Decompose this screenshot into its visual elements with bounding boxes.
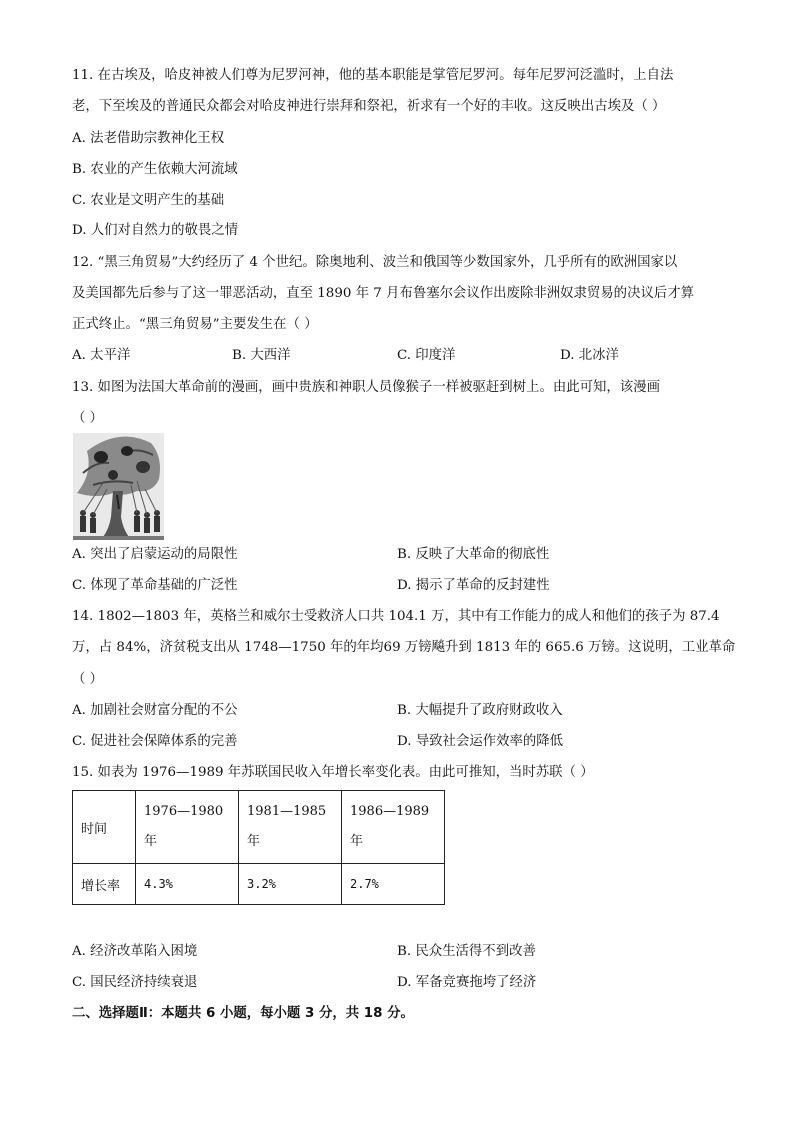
q12-option-b: B. 大西洋 xyxy=(232,348,291,363)
table-cell: 4.3% xyxy=(136,864,239,905)
q13-option-b: B. 反映了大革命的彻底性 xyxy=(397,547,550,562)
table-header-cell: 时间 xyxy=(73,791,136,864)
q14-line2: 万，占 84%，济贫税支出从 1748—1750 年的年均69 万镑飚升到 1813 年的 665.6 万镑。这说明，工业革命 xyxy=(72,640,736,655)
q12-line1: 12. “黑三角贸易”大约经历了 4 个世纪。除奥地利、波兰和俄国等少数国家外，几乎所有的欧洲国家以 xyxy=(72,255,678,270)
table-header-cell xyxy=(136,791,239,864)
q14-option-b: B. 大幅提升了政府财政收入 xyxy=(397,703,563,718)
period-suffix: 年 xyxy=(144,834,158,849)
q12-option-a: A. 太平洋 xyxy=(72,348,131,363)
period-label: 1986—1989 xyxy=(350,804,430,819)
table-row xyxy=(73,864,445,905)
q13-option-c: C. 体现了革命基础的广泛性 xyxy=(72,578,238,593)
q14-option-a: A. 加剧社会财富分配的不公 xyxy=(72,703,238,718)
table-row-label: 增长率 xyxy=(73,864,136,905)
q12-line3: 正式终止。“黑三角贸易”主要发生在（ ） xyxy=(72,317,318,332)
q11-option-a: A. 法老借助宗教神化王权 xyxy=(72,131,225,146)
q13-option-d: D. 揭示了革命的反封建性 xyxy=(397,578,550,593)
table-cell: 3.2% xyxy=(239,864,342,905)
q14-option-d: D. 导致社会运作效率的降低 xyxy=(397,734,564,749)
q12-line2: 及美国都先后参与了这一罪恶活动，直至 1890 年 7 月布鲁塞尔会议作出废除非洲奴隶贸易的决议后才算 xyxy=(72,286,695,301)
q14-line1: 14. 1802—1803 年，英格兰和威尔士受救济人口共 104.1 万，其中有工作能力的成人和他们的孩子为 87.4 xyxy=(72,609,720,624)
q12-option-d: D. 北冰洋 xyxy=(560,348,619,363)
q12-option-c: C. 印度洋 xyxy=(397,348,456,363)
period-label: 1976—1980 xyxy=(144,804,224,819)
table-cell: 2.7% xyxy=(342,864,445,905)
revolution-cartoon-image xyxy=(73,433,164,540)
growth-rate-table xyxy=(72,790,445,905)
q15-option-c: C. 国民经济持续衰退 xyxy=(72,975,198,990)
q13-option-a: A. 突出了启蒙运动的局限性 xyxy=(72,547,238,562)
table-header-cell xyxy=(239,791,342,864)
q15-line1: 15. 如表为 1976—1989 年苏联国民收入年增长率变化表。由此可推知，当时苏联（ ） xyxy=(72,765,594,780)
table-header-row xyxy=(73,791,445,864)
q13-line2: （ ） xyxy=(72,411,104,426)
q11-line1: 11. 在古埃及，哈皮神被人们尊为尼罗河神，他的基本职能是掌管尼罗河。每年尼罗河泛滥时，上自法 xyxy=(72,68,674,83)
q14-option-c: C. 促进社会保障体系的完善 xyxy=(72,734,238,749)
q11-option-b: B. 农业的产生依赖大河流域 xyxy=(72,162,238,177)
q11-option-d: D. 人们对自然力的敬畏之情 xyxy=(72,223,239,238)
q11-option-c: C. 农业是文明产生的基础 xyxy=(72,193,225,208)
q13-line1: 13. 如图为法国大革命前的漫画，画中贵族和神职人员像猴子一样被驱赶到树上。由此可知，该漫画 xyxy=(72,380,660,395)
q15-option-a: A. 经济改革陷入困境 xyxy=(72,944,198,959)
section-heading: 二、选择题Ⅱ：本题共 6 小题，每小题 3 分，共 18 分。 xyxy=(72,1006,414,1021)
q15-option-b: B. 民众生活得不到改善 xyxy=(397,944,536,959)
period-suffix: 年 xyxy=(350,834,364,849)
q15-option-d: D. 军备竞赛拖垮了经济 xyxy=(397,975,537,990)
q11-line2: 老，下至埃及的普通民众都会对哈皮神进行崇拜和祭祀，祈求有一个好的丰收。这反映出古埃及（ ） xyxy=(72,99,666,114)
q14-line3: （ ） xyxy=(72,672,104,687)
period-label: 1981—1985 xyxy=(247,804,327,819)
period-suffix: 年 xyxy=(247,834,261,849)
table-header-cell xyxy=(342,791,445,864)
